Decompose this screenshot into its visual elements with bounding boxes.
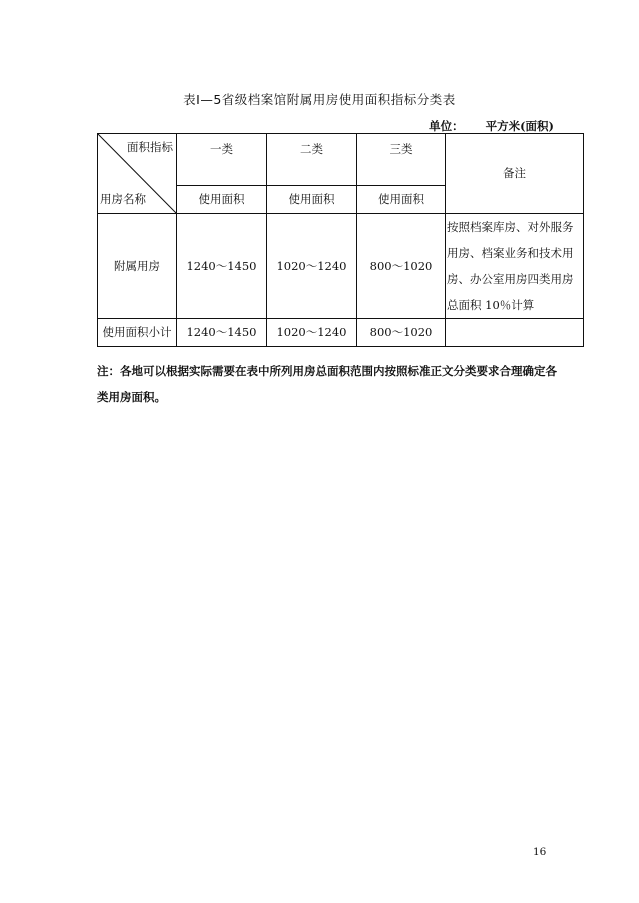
sub-header-1: 使用面积: [177, 186, 267, 214]
row-remark: 按照档案库房、对外服务用房、档案业务和技术用房、办公室用房四类用房总面积 10％计算: [446, 214, 584, 319]
row-value-class-2: 1020～1240: [267, 319, 357, 347]
footnote: 注：各地可以根据实际需要在表中所列用房总面积范围内按照标准正文分类要求合理确定各类用房面积。: [97, 364, 557, 404]
sub-header-3: 使用面积: [357, 186, 446, 214]
unit-prefix: 单位：: [429, 119, 464, 133]
row-value-class-1: 1240～1450: [177, 319, 267, 347]
corner-header-cell: [98, 134, 177, 214]
area-index-table: [97, 133, 584, 347]
class-header-3: 三类: [357, 134, 446, 186]
row-name: 使用面积小计: [98, 319, 177, 347]
sub-header-2: 使用面积: [267, 186, 357, 214]
page-number: 16: [533, 846, 547, 858]
row-remark: [446, 319, 584, 347]
row-value-class-3: 800～1020: [357, 214, 446, 319]
corner-top-label: 面积指标: [127, 140, 173, 154]
unit-value: 平方米(面积): [485, 119, 554, 133]
row-value-class-1: 1240～1450: [177, 214, 267, 319]
remark-header: 备注: [446, 134, 584, 214]
corner-bottom-label: 用房名称: [100, 192, 146, 207]
table-row: [98, 319, 584, 347]
table-row: [98, 214, 584, 319]
table-title: 表Ⅰ—5省级档案馆附属用房使用面积指标分类表: [183, 92, 456, 107]
row-name: 附属用房: [98, 214, 177, 319]
row-value-class-2: 1020～1240: [267, 214, 357, 319]
class-header-2: 二类: [267, 134, 357, 186]
row-value-class-3: 800～1020: [357, 319, 446, 347]
unit-label: [429, 118, 554, 134]
class-header-1: 一类: [177, 134, 267, 186]
